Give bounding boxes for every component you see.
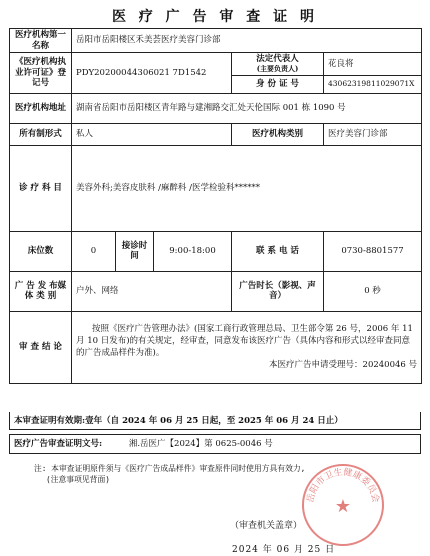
opinion-label: 审 查 结 论 — [10, 311, 72, 383]
svg-text:★: ★ — [334, 496, 352, 517]
validity-row: 本审查证明有效期:壹年（自 2024 年 06 月 25 日起，至 2025 年 06 月 24 日止） — [9, 412, 421, 430]
official-seal-icon — [300, 462, 386, 548]
license-value: PDY20200044306021 7D1542 — [72, 53, 232, 93]
hours-label: 接诊时间 — [116, 231, 154, 271]
beds-label: 床位数 — [10, 231, 72, 271]
row-license — [10, 53, 422, 75]
subjects-value: 美容外科;美容皮肤科 /麻醉科 /医学检验科****** — [72, 145, 422, 231]
address-value: 湖南省岳阳市岳阳楼区青年路与建湘路交汇处天伦国际 001 栋 1090 号 — [72, 93, 422, 123]
opinion-application-no: 本医疗广告申请受理号：20240046 号 — [269, 360, 417, 371]
row-beds — [10, 231, 422, 271]
row-subjects — [10, 145, 422, 231]
media-value: 户外、网络 — [72, 271, 232, 311]
ownership-value: 私人 — [72, 123, 232, 145]
id-label: 身 份 证 号 — [232, 75, 324, 93]
opinion-cell — [72, 311, 422, 383]
legal-rep-label: 法定代表人 (主要负责人) — [232, 53, 324, 75]
legal-rep-value: 花良将 — [324, 53, 422, 75]
duration-value: 0 秒 — [324, 271, 422, 311]
cert-no-label: 医疗广告审查证明文号: — [14, 439, 103, 449]
legal-rep-sub: (主要负责人) — [256, 63, 299, 73]
row-media — [10, 271, 422, 311]
phone-label: 联 系 电 话 — [232, 231, 324, 271]
row-address — [10, 93, 422, 123]
beds-value: 0 — [72, 231, 116, 271]
id-value: 43062319811029071X — [324, 75, 422, 93]
note-line-1: 注: 本审查证明原件须与《医疗广告成品样件》审查原件同时使用方具有效力, — [34, 464, 306, 473]
cert-no-row — [9, 434, 421, 454]
ownership-label: 所有制形式 — [10, 123, 72, 145]
duration-label: 广告时长（影视、声音） — [232, 271, 324, 311]
opinion-text: 按照《医疗广告管理办法》(国家工商行政管理总局、卫生部令第 26 号，2006 年 11 月 10 日发布)的有关规定，经审查，同意发布该医疗广告（具体内容和形式以经审查同意的广告成品样件为准)。 — [76, 323, 413, 359]
row-ownership — [10, 123, 422, 145]
certificate-table — [9, 28, 422, 384]
media-label: 广 告 发 布媒 体 类 别 — [10, 271, 72, 311]
note-line-2: (注意事项见背面) — [46, 474, 110, 484]
category-label: 医疗机构类别 — [232, 123, 324, 145]
institution-name-label: 医疗机构第一名称 — [10, 29, 72, 53]
row-institution-name — [10, 29, 422, 53]
institution-name-value: 岳阳市岳阳楼区禾美荟医疗美容门诊部 — [72, 29, 422, 53]
hours-value: 9:00-18:00 — [154, 231, 232, 271]
subjects-label: 诊 疗 科 目 — [10, 145, 72, 231]
seal-caption: （审查机关盖章） — [230, 521, 303, 531]
phone-value: 0730-8801577 — [324, 231, 422, 271]
stamp-text: 岳阳市卫生健康委员会 — [305, 467, 381, 504]
category-value: 医疗美容门诊部 — [324, 123, 422, 145]
license-label: 《医疗机构执业许可证》登记号 — [10, 53, 72, 93]
page-title: 医 疗 广 告 审 查 证 明 — [111, 9, 319, 25]
row-opinion — [10, 311, 422, 383]
cert-no-value: 湘.岳医广【2024】第 0625-0046 号 — [128, 439, 273, 449]
seal-date: 2024 年 06 月 25 日 — [232, 545, 336, 555]
address-label: 医疗机构地址 — [10, 93, 72, 123]
